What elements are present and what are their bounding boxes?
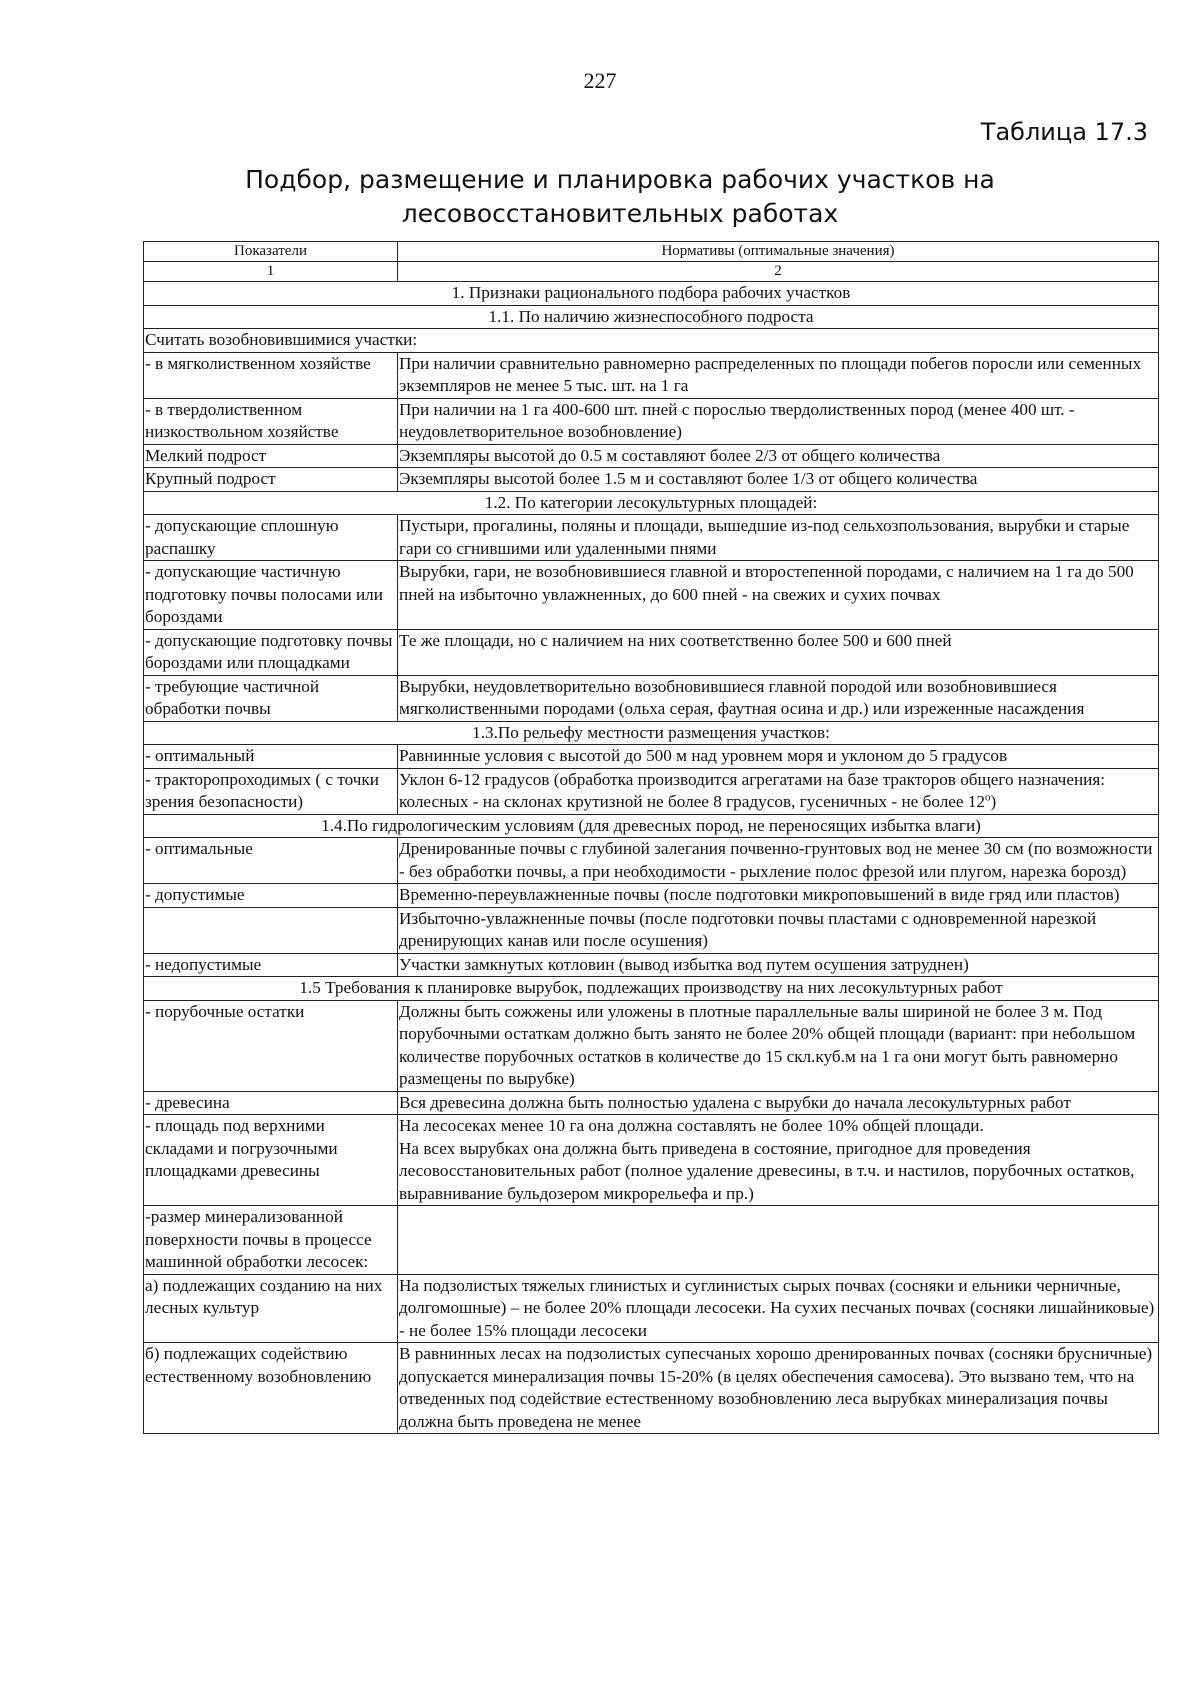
indicator-cell: - в твердолиственном низкоствольном хозяйстве	[144, 398, 398, 444]
norm-text-tail: )	[990, 792, 997, 811]
norm-text: Экземпляры высотой до 0.5 м составляют более 2/3 от общего количества	[399, 445, 941, 465]
table-row	[144, 1274, 1159, 1343]
norm-cell	[398, 1206, 1159, 1275]
table-row	[144, 1000, 1159, 1091]
indicator-cell: - в мягколиственном хозяйстве	[144, 352, 398, 398]
norm-text: Дренированные почвы с глубиной залегания почвенно-грунтовых вод не менее 30 см (по возможности - без обработки почвы, а при необходимости - рыхление полос фрезой или плугом, нарезка борозд)	[399, 839, 1153, 881]
indicator-cell	[144, 907, 398, 953]
indicator-cell: - недопустимые	[144, 953, 398, 977]
norm-text: На подзолистых тяжелых глинистых и суглинистых сырых почвах (сосняки и ельники черничные, долгомошные) – не более 20% площади лесосеки. На сухих песчаных почвах (сосняки лишайниковые) - не более 15% площади лесосеки	[399, 1275, 1155, 1340]
section-row	[144, 491, 1159, 515]
table-row	[144, 515, 1159, 561]
norm-text: На лесосеках менее 10 га она должна составлять не более 10% общей площади.	[399, 1116, 984, 1135]
norm-text: Равнинные условия с высотой до 500 м над уровнем моря и уклоном до 5 градусов	[399, 746, 1008, 765]
table-row	[144, 468, 1159, 492]
norm-cell	[398, 884, 1159, 908]
norm-cell	[398, 352, 1159, 398]
indicator-cell: - требующие частичной обработки почвы	[144, 675, 398, 721]
column-number-2: 2	[398, 262, 1159, 282]
indicator-cell: -размер минерализованной поверхности почвы в процессе машинной обработки лесосек:	[144, 1206, 398, 1275]
norm-cell	[398, 675, 1159, 721]
table-row	[144, 1115, 1159, 1206]
norm-cell	[398, 1343, 1159, 1434]
norm-text: Должны быть сожжены или уложены в плотные параллельные валы шириной не более 3 м. Под порубочными остаткам должно быть занято не более 20% общей площади (вариант: при небольшом количестве порубочных остатков в количестве до 15 скл.куб.м на 1 га они могут быть равномерно размещены по вырубке)	[399, 1001, 1136, 1088]
norm-text: При наличии на 1 га 400-600 шт. пней с порослью твердолиственных пород (менее 400 шт. - неудовлетворительное возобновление)	[399, 399, 1075, 441]
norm-cell	[398, 398, 1159, 444]
section-heading: 1.5 Требования к планировке вырубок, подлежащих производству на них лесокультурных работ	[144, 977, 1159, 1001]
indicator-cell: - оптимальные	[144, 838, 398, 884]
column-number-1: 1	[144, 262, 398, 282]
table-row	[144, 884, 1159, 908]
indicator-cell: - порубочные остатки	[144, 1000, 398, 1091]
indicator-cell: - допускающие частичную подготовку почвы полосами или бороздами	[144, 561, 398, 630]
norms-table	[143, 241, 1159, 1434]
norm-cell	[398, 1091, 1159, 1115]
indicator-cell: - тракторопроходимых ( с точки зрения безопасности)	[144, 768, 398, 814]
norm-text: Вся древесина должна быть полностью удалена с вырубки до начала лесокультурных работ	[399, 1092, 1071, 1112]
table-row	[144, 561, 1159, 630]
indicator-cell: - оптимальный	[144, 745, 398, 769]
norm-cell	[398, 1115, 1159, 1206]
norm-text: Избыточно-увлажненные почвы (после подготовки почвы пластами с одновременной нарезкой дренирующих канав или после осушения)	[399, 908, 1097, 950]
table-row	[144, 838, 1159, 884]
norm-text: Участки замкнутых котловин (вывод избытка вод путем осушения затруднен)	[399, 954, 969, 974]
table-row	[144, 675, 1159, 721]
norm-cell	[398, 1000, 1159, 1091]
section-row	[144, 721, 1159, 745]
section-heading: 1.3.По рельефу местности размещения участков:	[144, 721, 1159, 745]
table-number-row	[144, 262, 1159, 282]
section-heading: 1.1. По наличию жизнеспособного подроста	[144, 305, 1159, 329]
indicator-cell: а) подлежащих созданию на них лесных культур	[144, 1274, 398, 1343]
indicator-cell: Крупный подрост	[144, 468, 398, 492]
page-title: Подбор, размещение и планировка рабочих участков на лесовосстановительных работах	[245, 165, 995, 228]
norm-cell	[398, 838, 1159, 884]
page-number: 227	[583, 68, 617, 93]
norm-text: Вырубки, гари, не возобновившиеся главной и второстепенной породами, с наличием на 1 га до 500 пней на избыточно увлажненных, до 600 пней - на свежих и сухих почвах	[399, 562, 1134, 604]
norm-cell	[398, 768, 1159, 814]
table-header-row	[144, 242, 1159, 262]
table-row	[144, 1343, 1159, 1434]
section-row	[144, 977, 1159, 1001]
norm-cell	[398, 953, 1159, 977]
column-header-norms: Нормативы (оптимальные значения)	[398, 242, 1159, 262]
indicator-cell: б) подлежащих содействию естественному возобновлению	[144, 1343, 398, 1434]
table-row	[144, 629, 1159, 675]
section-row	[144, 282, 1159, 306]
table-row	[144, 768, 1159, 814]
norm-cell	[398, 907, 1159, 953]
column-header-indicators: Показатели	[144, 242, 398, 262]
norm-text: Экземпляры высотой более 1.5 м и составляют более 1/3 от общего количества	[399, 469, 978, 488]
norm-text: Вырубки, неудовлетворительно возобновившиеся главной породой или возобновившиеся мягколиственными породами (ольха серая, фаутная осина и др.) или изреженные насаждения	[399, 676, 1085, 718]
norm-cell	[398, 468, 1159, 492]
norm-text: Временно-переувлажненные почвы (после подготовки микроповышений в виде гряд или пластов)	[399, 885, 1120, 904]
norm-text: Те же площади, но с наличием на них соответственно более 500 и 600 пней	[399, 630, 952, 650]
norm-text: Уклон 6-12 градусов (обработка производится агрегатами на базе тракторов общего назначения: колесных - на склонах крутизной не более 8 градусов, гусеничных - не более 12	[399, 769, 1106, 811]
table-label: Таблица 17.3	[980, 118, 1148, 146]
norm-text: В равнинных лесах на подзолистых супесчаных хорошо дренированных почвах (сосняки брусничные) допускается минерализация почвы 15-20% (в целях обеспечения самосева). Это вызвано тем, что на отведенных под содействие естественному возобновлению леса вырубках минерализация почвы должна быть проведена не менее	[399, 1344, 1153, 1431]
norm-text-paragraph: На всех вырубках она должна быть приведена в состояние, пригодное для проведения лесовосстановительных работ (полное удаление древесины, в т.ч. и настилов, порубочных остатков, выравнивание бульдозером микрорельефа и пр.)	[399, 1138, 1135, 1203]
norm-cell	[398, 629, 1159, 675]
degree-superscript: о	[985, 791, 991, 804]
norm-cell	[398, 561, 1159, 630]
indicator-cell: - допускающие подготовку почвы бороздами или площадками	[144, 629, 398, 675]
norm-cell	[398, 745, 1159, 769]
section-heading: 1. Признаки рационального подбора рабочих участков	[144, 282, 1159, 306]
section-row	[144, 814, 1159, 838]
indicator-cell: - допустимые	[144, 884, 398, 908]
norm-cell	[398, 1274, 1159, 1343]
table-row	[144, 907, 1159, 953]
section-row	[144, 305, 1159, 329]
table-row	[144, 444, 1159, 468]
norm-text: Пустыри, прогалины, поляны и площади, вышедшие из-под сельхозпользования, вырубки и старые гари со сгнившими или удаленными пнями	[399, 516, 1130, 558]
norm-cell	[398, 515, 1159, 561]
indicator-cell: - древесина	[144, 1091, 398, 1115]
table-row	[144, 953, 1159, 977]
norm-cell	[398, 444, 1159, 468]
full-width-cell: Считать возобновившимися участки:	[144, 329, 1159, 353]
section-heading: 1.2. По категории лесокультурных площадей:	[144, 491, 1159, 515]
table-row	[144, 329, 1159, 353]
table-row	[144, 1091, 1159, 1115]
indicator-cell: - допускающие сплошную распашку	[144, 515, 398, 561]
indicator-cell: - площадь под верхними складами и погрузочными площадками древесины	[144, 1115, 398, 1206]
table-row	[144, 352, 1159, 398]
table-row	[144, 745, 1159, 769]
section-heading: 1.4.По гидрологическим условиям (для древесных пород, не переносящих избытка влаги)	[144, 814, 1159, 838]
norm-text: При наличии сравнительно равномерно распределенных по площади побегов поросли или семенных экземпляров не менее 5 тыс. шт. на 1 га	[399, 353, 1142, 395]
table-row	[144, 398, 1159, 444]
indicator-cell: Мелкий подрост	[144, 444, 398, 468]
table-row	[144, 1206, 1159, 1275]
